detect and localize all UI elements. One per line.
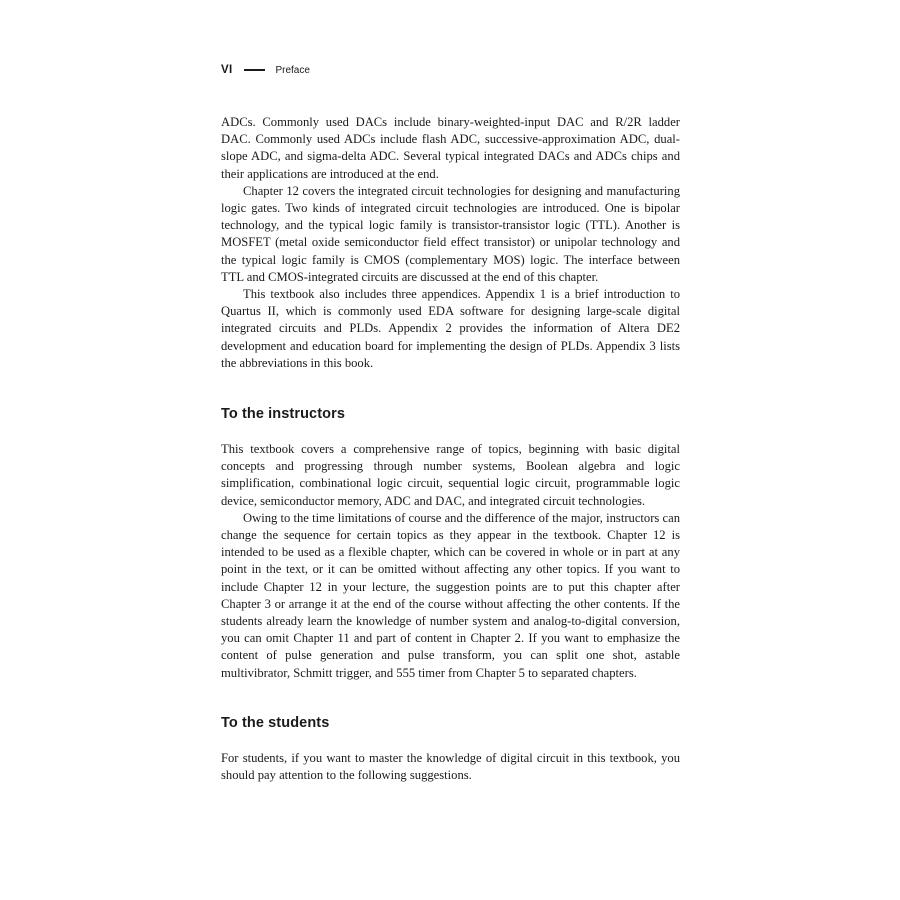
running-head bbox=[221, 62, 680, 78]
intro-section bbox=[221, 114, 680, 372]
students-section bbox=[221, 750, 680, 784]
paragraph: For students, if you want to master the knowledge of digital circuit in this textbook, you should pay attention to the following suggestions. bbox=[221, 750, 680, 783]
heading-students: To the students bbox=[221, 714, 330, 731]
paragraph: This textbook also includes three appendices. Appendix 1 is a brief introduction to Quartus II, which is commonly used EDA software for designing large-scale digital integrated circuits and PLDs. Appendix 2 provides the information of Altera DE2 development and education board for implementing the design of PLDs. Appendix 3 lists the abbreviations in this book. bbox=[221, 287, 680, 370]
paragraph: Owing to the time limitations of course and the difference of the major, instructors can change the sequence for certain topics as they appear in the textbook. Chapter 12 is intended to be used as a flexible chapter, which can be covered in whole or in part at any point in the text, or it can be omitted without affecting any other topics. If you want to include Chapter 12 in your lecture, the suggestion points are to put this chapter after Chapter 3 or arrange it at the end of the course without affecting the other contents. If the students already learn the knowledge of number system and analog-to-digital conversion, you can omit Chapter 11 and part of content in Chapter 2. If you want to emphasize the content of pulse generation and pulse transform, you can split one shot, astable multivibrator, Schmitt trigger, and 555 timer from Chapter 5 to separated chapters. bbox=[221, 510, 680, 680]
header-rule bbox=[244, 69, 265, 70]
heading-instructors: To the instructors bbox=[221, 406, 345, 423]
section-label: Preface bbox=[275, 64, 310, 76]
page-number: VI bbox=[221, 64, 233, 76]
page-content bbox=[221, 62, 680, 784]
paragraph: ADCs. Commonly used DACs include binary-weighted-input DAC and R/2R ladder DAC. Commonly used ADCs include flash ADC, successive-approximation ADC, dual-slope ADC, and sigma-delta ADC. Several typical integrated DACs and ADCs chips and their applications are introduced at the end. bbox=[221, 115, 680, 181]
paragraph: This textbook covers a comprehensive range of topics, beginning with basic digital concepts and progressing through number systems, Boolean algebra and logic simplification, combinational logic circuit, sequential logic circuit, programmable logic device, semiconductor memory, ADC and DAC, and integrated circuit technologies. bbox=[221, 442, 680, 508]
paragraph: Chapter 12 covers the integrated circuit technologies for designing and manufacturing logic gates. Two kinds of integrated circuit technologies are introduced. One is bipolar technology, and the typical logic family is transistor-transistor logic (TTL). Another is MOSFET (metal oxide semiconductor field effect transistor) or unipolar technology and the typical logic family is CMOS (complementary MOS) logic. The interface between TTL and CMOS-integrated circuits are discussed at the end of this chapter. bbox=[221, 183, 680, 284]
instructors-section bbox=[221, 441, 680, 682]
